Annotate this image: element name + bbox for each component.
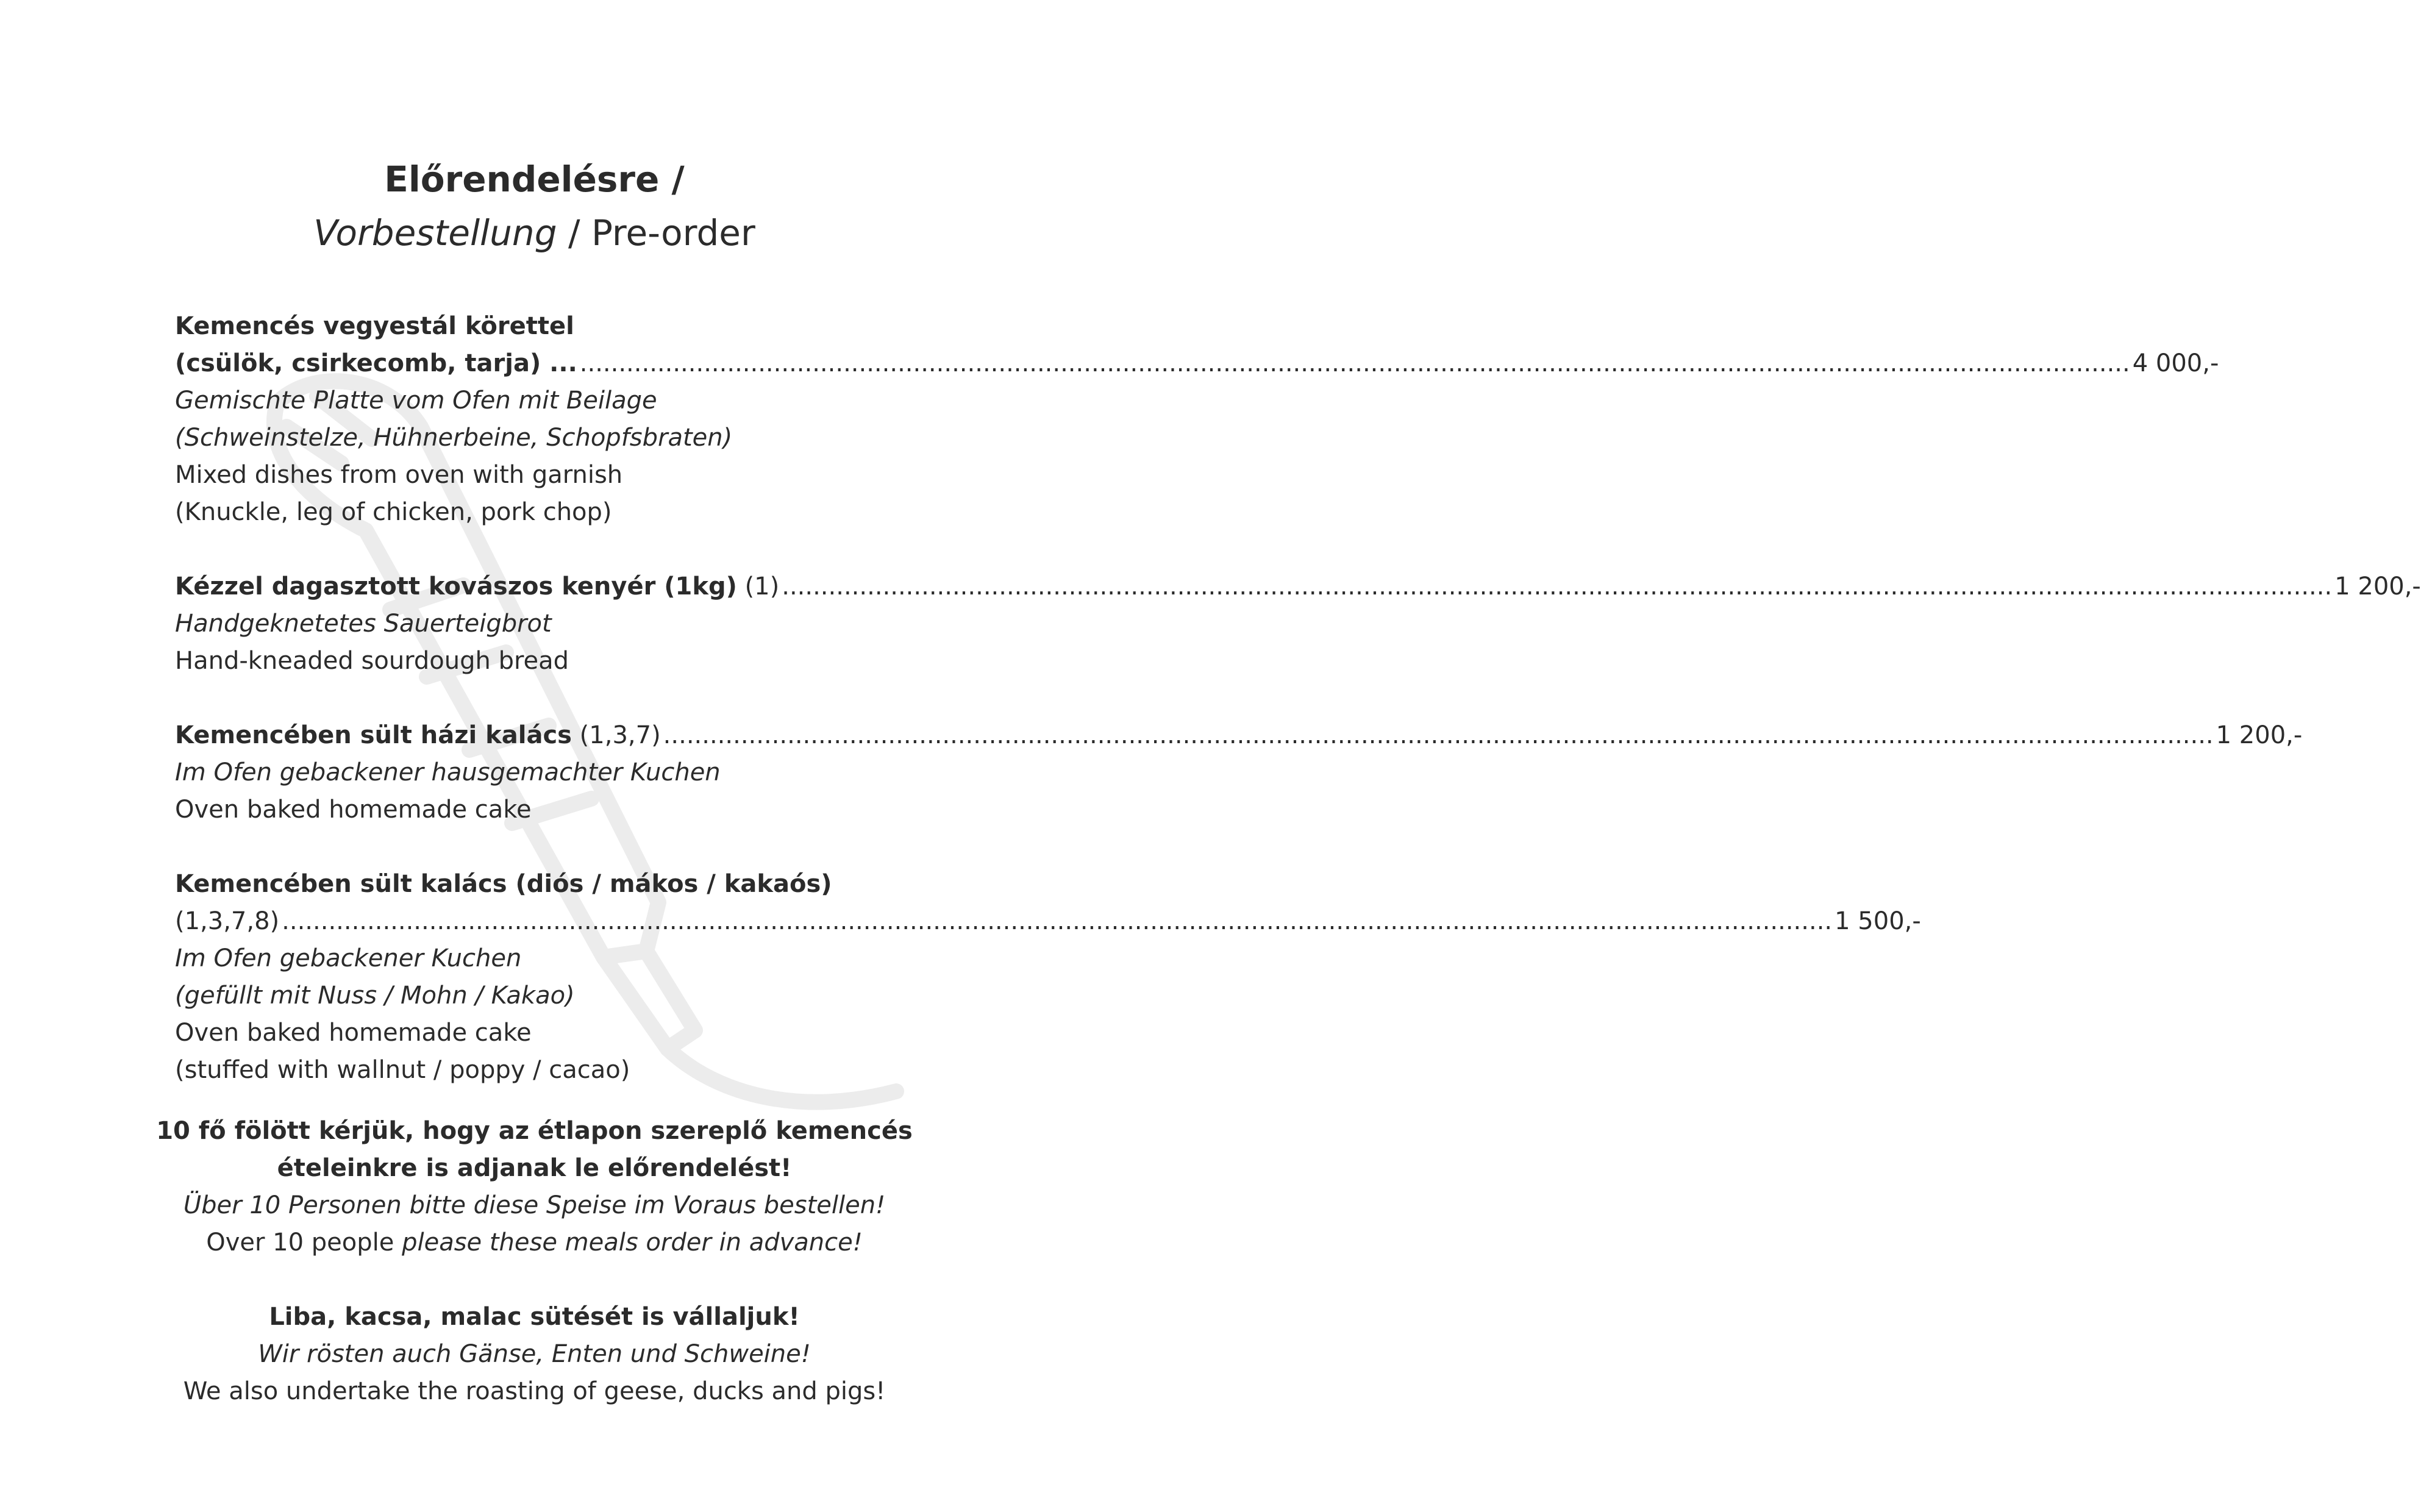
menu-item xyxy=(175,866,1921,1089)
title-de: Vorbestellung xyxy=(313,212,557,254)
item-price-row xyxy=(175,345,2219,382)
item-desc-de: (gefüllt mit Nuss / Mohn / Kakao) xyxy=(175,982,575,1010)
pre-order-menu xyxy=(175,308,2421,1126)
item-price: 1 200,- xyxy=(2216,721,2303,749)
item-price: 1 500,- xyxy=(1834,907,1921,935)
note-en xyxy=(0,1224,1069,1261)
item-allergens: (1,3,7) xyxy=(571,721,661,749)
item-desc-de: Im Ofen gebackener Kuchen xyxy=(175,944,522,972)
menu-item xyxy=(175,568,2421,680)
item-desc-en: Mixed dishes from oven with garnish xyxy=(175,461,623,489)
leader-dots: ........................................................................................................................................................................................................ xyxy=(579,349,2130,377)
note-en-italic: please these meals order in advance! xyxy=(402,1228,863,1257)
item-desc-en: (stuffed with wallnut / poppy / cacao) xyxy=(175,1056,630,1084)
item-desc-de: Im Ofen gebackener hausgemachter Kuchen xyxy=(175,758,721,786)
page-title xyxy=(0,152,1069,206)
item-desc-de: Gemischte Platte vom Ofen mit Beilage xyxy=(175,387,657,415)
item-desc-de: (Schweinstelze, Hühnerbeine, Schopfsbraten) xyxy=(175,424,733,452)
note-hu: 10 fő fölött kérjük, hogy az étlapon szereplő kemencés xyxy=(156,1117,913,1145)
item-name: Kézzel dagasztott kovászos kenyér (1kg) xyxy=(175,572,737,601)
item-name: Kemencés vegyestál körettel xyxy=(175,312,574,340)
leader-dots: ........................................................................................................................................................................................................ xyxy=(663,721,2214,749)
item-price: 4 000,- xyxy=(2132,349,2219,377)
item-desc-en: Oven baked homemade cake xyxy=(175,1019,532,1047)
menu-item xyxy=(175,717,2303,829)
item-name: Kemencében sült házi kalács xyxy=(175,721,572,749)
item-desc-en: (Knuckle, leg of chicken, pork chop) xyxy=(175,498,612,526)
item-desc-de: Handgeknetetes Sauerteigbrot xyxy=(175,610,552,638)
title-hu: Előrendelésre / xyxy=(384,159,685,200)
note-de: Über 10 Personen bitte diese Speise im Voraus bestellen! xyxy=(183,1191,886,1219)
menu-item xyxy=(175,308,2219,531)
note-hu: Liba, kacsa, malac sütését is vállaljuk! xyxy=(269,1303,800,1331)
item-price-row xyxy=(175,903,1921,940)
note-en-plain: Over 10 people xyxy=(206,1228,402,1257)
item-desc-en: Hand-kneaded sourdough bread xyxy=(175,647,569,675)
item-price: 1 200,- xyxy=(2334,572,2421,601)
item-desc-en: Oven baked homemade cake xyxy=(175,796,532,824)
item-price-row xyxy=(175,568,2421,605)
group-order-note xyxy=(0,1113,1069,1261)
title-en: Pre-order xyxy=(591,212,755,254)
item-name-cont: (csülök, csirkecomb, tarja) ... xyxy=(175,349,577,377)
item-price-row xyxy=(175,717,2303,754)
note-hu: ételeinkre is adjanak le előrendelést! xyxy=(277,1154,792,1182)
item-allergens: (1) xyxy=(736,572,780,601)
leader-dots: ........................................................................................................................................................................................................ xyxy=(782,572,2333,601)
note-en: We also undertake the roasting of geese, ducks and pigs! xyxy=(183,1377,886,1405)
title-separator: / xyxy=(557,212,591,254)
item-allergens: (1,3,7,8) xyxy=(175,907,280,935)
page-subtitle xyxy=(0,206,1069,260)
roasting-note xyxy=(0,1299,1069,1410)
item-name: Kemencében sült kalács (diós / mákos / kakaós) xyxy=(175,870,832,898)
leader-dots: ........................................................................................................................................................................................................ xyxy=(282,907,1833,935)
note-de: Wir rösten auch Gänse, Enten und Schweine! xyxy=(258,1340,811,1368)
